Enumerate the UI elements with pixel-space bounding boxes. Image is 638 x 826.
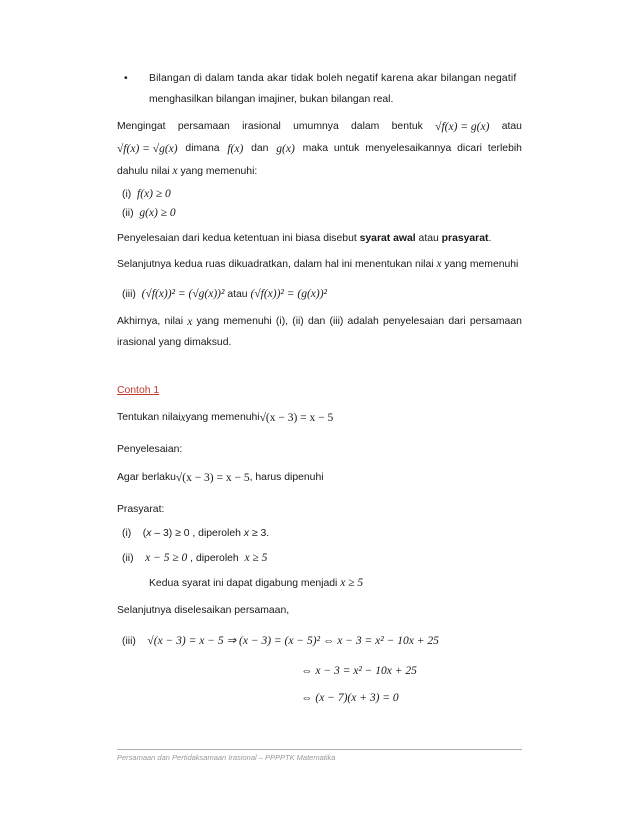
text: , harus dipenuhi bbox=[249, 472, 324, 483]
math-expr: x ≥ 5 bbox=[244, 552, 268, 564]
text: ≥ 3. bbox=[249, 528, 270, 539]
text: – 3) ≥ 0 , diperoleh bbox=[151, 528, 244, 539]
label: (ii) bbox=[122, 208, 134, 219]
text: Agar berlaku bbox=[117, 472, 176, 483]
text: atau bbox=[415, 233, 442, 244]
text: Penyelesaian dari kedua ketentuan ini biasa disebut bbox=[117, 233, 360, 244]
word: memenuhi bbox=[223, 316, 272, 327]
paragraph-mengingat bbox=[117, 120, 522, 134]
text: Selanjutnya kedua ruas dikuadratkan, dalam hal ini menentukan nilai bbox=[117, 259, 437, 270]
math-expr: x ≥ 5 bbox=[340, 577, 364, 589]
term-syarat-awal: syarat awal bbox=[359, 233, 416, 244]
label: (iii) bbox=[122, 289, 136, 300]
word: nilai bbox=[164, 316, 183, 327]
text: yang memenuhi bbox=[441, 259, 519, 270]
paragraph-line-12: irasional yang dimaksud. bbox=[117, 337, 232, 348]
heading-contoh-1: Contoh 1 bbox=[117, 385, 160, 396]
word: bentuk bbox=[391, 121, 423, 132]
word: Akhirnya, bbox=[117, 316, 161, 327]
kedua-line bbox=[149, 576, 363, 591]
equation-sqrt-fx-eq-gx: √f(x) = g(x) bbox=[435, 121, 490, 133]
word: yang bbox=[196, 316, 220, 327]
word: Mengingat bbox=[117, 121, 166, 132]
word: dan bbox=[307, 316, 326, 327]
condition-ii bbox=[122, 206, 176, 221]
math-fx: f(x) bbox=[227, 143, 244, 155]
word: atau bbox=[227, 289, 248, 300]
paragraph-line-8 bbox=[117, 232, 491, 246]
math-x: x bbox=[187, 316, 193, 328]
word: persamaan bbox=[177, 121, 230, 132]
equation-sqrt-x-minus-3: √(x − 3) = x − 5 bbox=[175, 472, 250, 484]
math-x: x bbox=[172, 165, 178, 177]
word: umumnya bbox=[293, 121, 339, 132]
text: ( bbox=[142, 528, 147, 539]
prasyarat-iii bbox=[122, 634, 439, 649]
word: atau bbox=[501, 121, 522, 132]
word: dan bbox=[251, 143, 269, 154]
condition-i bbox=[122, 187, 171, 202]
text: Tentukan nilai bbox=[117, 412, 181, 423]
word: (ii) bbox=[292, 316, 304, 327]
paragraph-line-4 bbox=[117, 142, 522, 156]
math-gx: g(x) bbox=[276, 143, 295, 155]
equation-sqrt-x-minus-3: √(x − 3) = x − 5 bbox=[259, 412, 334, 424]
bullet-text-line-2: menghasilkan bilangan imajiner, bukan bilangan real. bbox=[149, 94, 394, 105]
paragraph-line-11 bbox=[117, 315, 522, 329]
term-prasyarat: prasyarat bbox=[441, 233, 489, 244]
equation-step-2: ⇔ x − 3 = x² − 10x + 25 bbox=[301, 665, 417, 677]
footer-divider bbox=[117, 749, 522, 750]
word: dimana bbox=[185, 143, 220, 154]
word: adalah bbox=[347, 316, 379, 327]
word: dalam bbox=[351, 121, 380, 132]
equation-squared-2: (√f(x))² = (g(x))² bbox=[250, 288, 327, 300]
paragraph-line-9 bbox=[117, 257, 518, 272]
bullet-text: Bilangan di dalam tanda akar tidak boleh negatif karena akar bilangan negatif bbox=[149, 73, 517, 84]
prasyarat-label: Prasyarat: bbox=[117, 504, 165, 515]
math-expr: x − 5 ≥ 0 bbox=[145, 552, 188, 564]
word: irasional bbox=[242, 121, 281, 132]
equation-squared-1: (√f(x))² = (√g(x))² bbox=[141, 288, 225, 300]
word: penyelesaian bbox=[382, 316, 445, 327]
math-x: x bbox=[180, 412, 186, 424]
math-x: x bbox=[243, 528, 250, 539]
bullet-icon: • bbox=[124, 73, 128, 84]
math-expr: g(x) ≥ 0 bbox=[139, 207, 176, 219]
penyelesaian-label: Penyelesaian: bbox=[117, 444, 183, 455]
text: . bbox=[488, 233, 492, 244]
equation-step-1: √(x − 3) = x − 5 ⇒ (x − 3) = (x − 5)² ⇔ x − 3 = x² − 10x + 25 bbox=[147, 635, 439, 647]
prasyarat-ii bbox=[122, 551, 267, 566]
agar-line bbox=[117, 471, 324, 485]
label: (i) bbox=[122, 189, 132, 200]
label: (ii) bbox=[122, 553, 134, 564]
text: , diperoleh bbox=[187, 553, 242, 564]
word: dari bbox=[448, 316, 466, 327]
selanjutnya-line: Selanjutnya diselesaikan persamaan, bbox=[117, 605, 290, 616]
math-x: x bbox=[436, 258, 442, 270]
word: (i), bbox=[275, 316, 289, 327]
paragraph-line-5 bbox=[117, 164, 257, 179]
math-x: x bbox=[146, 528, 152, 539]
page-footer: Persamaan dan Pertidaksamaan Irasional – PPPPTK Matematika bbox=[117, 753, 336, 762]
text: yang memenuhi bbox=[185, 412, 260, 423]
prasyarat-i bbox=[122, 527, 269, 541]
equation-step-3: ⇔ (x − 7)(x + 3) = 0 bbox=[301, 692, 399, 704]
condition-iii bbox=[122, 287, 327, 302]
word: persamaan bbox=[469, 316, 522, 327]
task-line bbox=[117, 411, 333, 425]
equation-sqrt-fx-eq-sqrt-gx: √f(x) = √g(x) bbox=[117, 143, 178, 155]
text: yang memenuhi: bbox=[177, 166, 258, 177]
text: dahulu nilai bbox=[117, 166, 173, 177]
text: Kedua syarat ini dapat digabung menjadi bbox=[149, 578, 341, 589]
label: (iii) bbox=[122, 636, 136, 647]
word: (iii) bbox=[329, 316, 344, 327]
label: (i) bbox=[122, 528, 132, 539]
text: maka untuk menyelesaikannya dicari terlebih bbox=[302, 143, 522, 154]
bullet-text-line-1 bbox=[149, 72, 522, 86]
math-expr: f(x) ≥ 0 bbox=[137, 188, 171, 200]
